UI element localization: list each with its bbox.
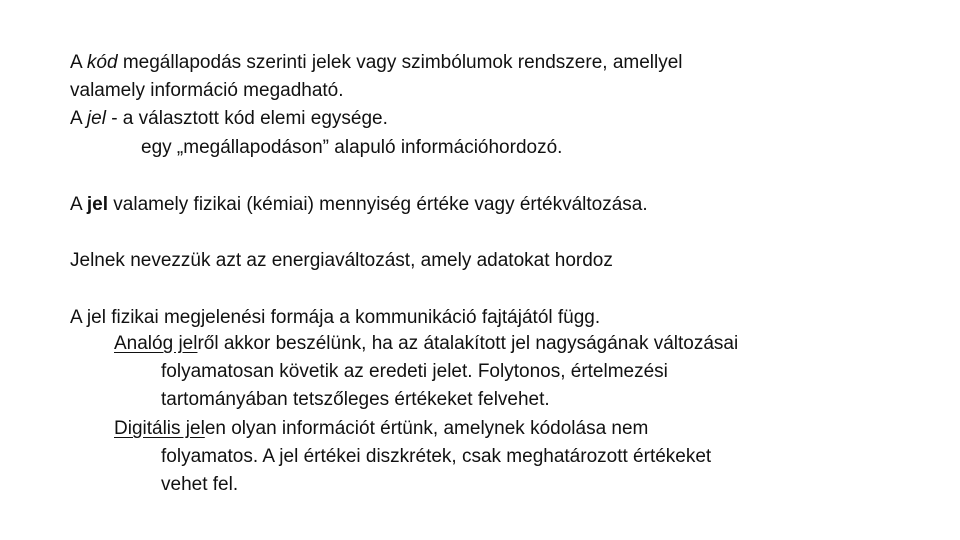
text: A: [70, 194, 87, 215]
digital-signal-line-3: vehet fel.: [161, 474, 239, 495]
text: A: [70, 52, 87, 73]
paragraph-jel-physical: [70, 193, 648, 217]
definition-kod-line-2: valamely információ megadható.: [70, 80, 344, 101]
definition-jel-line: [70, 107, 388, 131]
analog-signal-line: [114, 332, 738, 356]
analog-signal-line-3: tartományában tetszőleges értékeket felvehet.: [161, 389, 550, 410]
definition-kod-line: [70, 51, 683, 75]
analog-signal-line-2: folyamatosan követik az eredeti jelet. Folytonos, értelmezési: [161, 361, 668, 382]
term-jel: jel: [86, 108, 106, 129]
analog-signal-link: Analóg jel: [114, 333, 198, 354]
text: A: [70, 108, 87, 129]
text: megállapodás szerinti jelek vagy szimbólumok rendszere, amellyel: [117, 52, 683, 73]
definition-jel-line-2: egy „megállapodáson” alapuló információhordozó.: [141, 137, 563, 158]
text: en olyan információt értünk, amelynek kódolása nem: [204, 418, 649, 439]
digital-signal-line: [114, 417, 648, 441]
text: - a választott kód elemi egysége.: [105, 108, 388, 129]
text: valamely fizikai (kémiai) mennyiség értéke vagy értékváltozása.: [108, 194, 648, 215]
paragraph-jelnek: Jelnek nevezzük azt az energiaváltozást, amely adatokat hordoz: [70, 250, 613, 271]
paragraph-jel-forma: A jel fizikai megjelenési formája a kommunikáció fajtájától függ.: [70, 307, 601, 328]
term-kod: kód: [86, 52, 118, 73]
term-jel-bold: jel: [86, 194, 109, 215]
text: ről akkor beszélünk, ha az átalakított jel nagyságának változásai: [197, 333, 739, 354]
digital-signal-line-2: folyamatos. A jel értékei diszkrétek, csak meghatározott értékeket: [161, 446, 712, 467]
digital-signal-link: Digitális jel: [114, 418, 205, 439]
